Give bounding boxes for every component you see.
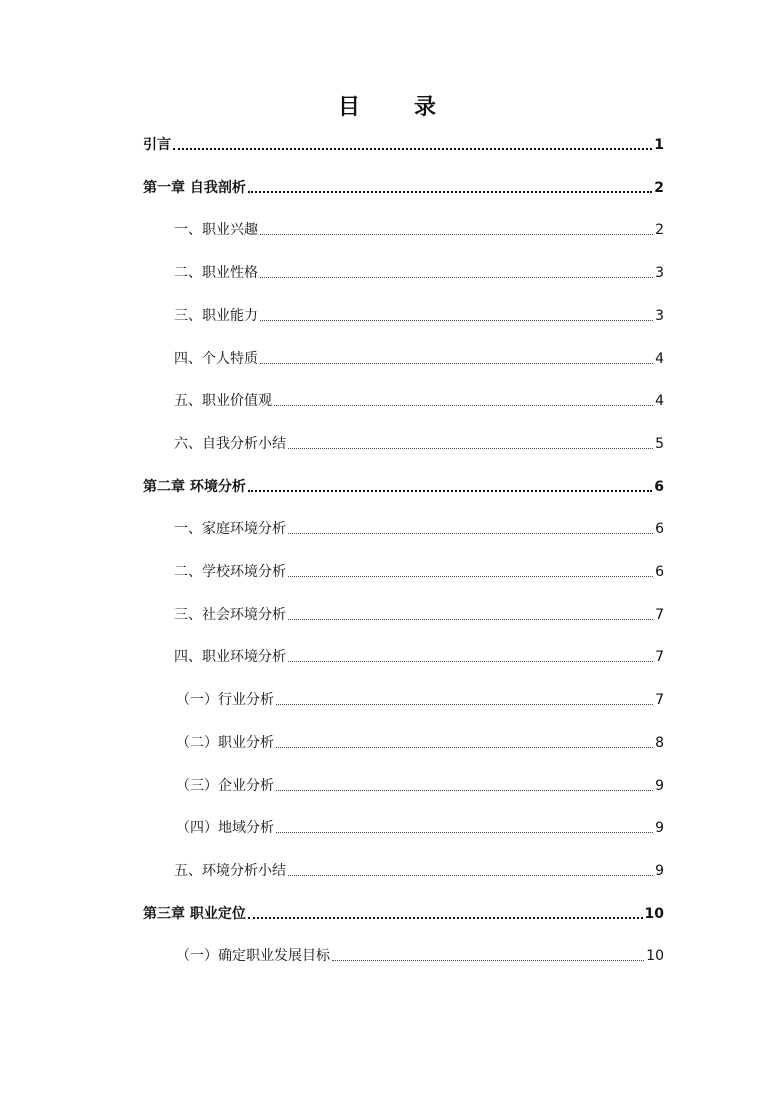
toc-entry-page-number: 7: [655, 649, 664, 666]
toc-entry[interactable]: [174, 642, 664, 666]
toc-entry[interactable]: [174, 301, 664, 325]
toc-entry[interactable]: [174, 600, 664, 624]
toc-entry-label: 六、自我分析小结: [174, 435, 286, 452]
dot-leader: [276, 704, 653, 705]
toc-entry-page-number: 3: [655, 265, 664, 282]
toc-entry-page-number: 10: [646, 948, 664, 965]
toc-entry-page-number: 7: [655, 692, 664, 709]
toc-entry[interactable]: [176, 728, 664, 752]
toc-entry[interactable]: [174, 258, 664, 282]
toc-entry-label: 五、职业价值观: [174, 393, 272, 410]
toc-entry-label: 五、环境分析小结: [174, 862, 286, 879]
dot-leader: [248, 490, 652, 492]
dot-leader: [173, 148, 652, 150]
toc-entry-page-number: 4: [655, 350, 664, 367]
toc-entry-label: 二、职业性格: [174, 265, 258, 282]
dot-leader: [260, 320, 653, 321]
toc-entry-page-number: 9: [655, 777, 664, 794]
toc-entry-page-number: 1: [654, 137, 664, 153]
toc-entry-label: 引言: [143, 137, 171, 153]
dot-leader: [288, 661, 653, 662]
toc-entry[interactable]: [174, 386, 664, 410]
dot-leader: [260, 363, 653, 364]
toc-entry-label: 四、个人特质: [174, 350, 258, 367]
toc-entry[interactable]: [176, 685, 664, 709]
dot-leader: [288, 533, 653, 534]
toc-entry[interactable]: [174, 856, 664, 880]
toc-entry-page-number: 8: [655, 734, 664, 751]
toc-title: 目 录: [337, 94, 452, 120]
dot-leader: [248, 191, 652, 193]
dot-leader: [276, 747, 653, 748]
dot-leader: [274, 405, 653, 406]
toc-entry-page-number: 6: [655, 564, 664, 580]
toc-entry[interactable]: [143, 899, 664, 923]
toc-entry[interactable]: [176, 813, 664, 837]
dot-leader: [288, 619, 653, 620]
toc-entry-label: （三）企业分析: [176, 777, 274, 794]
toc-entry[interactable]: [176, 941, 664, 965]
toc-entry-label: 第二章 环境分析: [143, 478, 246, 495]
toc-entry-label: 三、职业能力: [174, 307, 258, 324]
toc-entry-page-number: 6: [654, 478, 664, 495]
toc-entry-page-number: 3: [655, 307, 664, 324]
dot-leader: [276, 790, 653, 791]
toc-entry-page-number: 4: [655, 393, 664, 410]
dot-leader: [288, 448, 653, 449]
toc-entry-label: 一、家庭环境分析: [174, 521, 286, 538]
toc-entry[interactable]: [174, 514, 664, 538]
toc-entry[interactable]: [174, 557, 664, 581]
toc-entry-page-number: 7: [655, 606, 664, 623]
toc-entry-label: 第三章 职业定位: [143, 905, 246, 922]
dot-leader: [276, 832, 653, 833]
toc-entry-page-number: 10: [644, 905, 664, 922]
dot-leader: [260, 277, 653, 278]
toc-entry-label: （一）行业分析: [176, 692, 274, 709]
dot-leader: [260, 234, 653, 235]
dot-leader: [288, 875, 653, 876]
toc-entry[interactable]: [143, 130, 664, 154]
toc-entry-label: （二）职业分析: [176, 734, 274, 751]
toc-entry-label: 一、职业兴趣: [174, 222, 258, 239]
toc-entry-label: （一）确定职业发展目标: [176, 948, 330, 965]
toc-entry-label: 四、职业环境分析: [174, 649, 286, 666]
toc-entry[interactable]: [174, 344, 664, 368]
toc-entry-label: 二、学校环境分析: [174, 564, 286, 580]
toc-entry-label: 三、社会环境分析: [174, 606, 286, 623]
toc-entry-page-number: 2: [654, 179, 664, 196]
toc-entry-page-number: 5: [655, 435, 664, 452]
toc-entry-label: 第一章 自我剖析: [143, 179, 246, 196]
toc-entry[interactable]: [143, 472, 664, 496]
toc-entry[interactable]: [143, 173, 664, 197]
toc-entry-page-number: 6: [655, 521, 664, 538]
toc-entry-page-number: 9: [655, 820, 664, 837]
toc-entry[interactable]: [174, 215, 664, 239]
dot-leader: [332, 960, 644, 961]
toc-entry-label: （四）地域分析: [176, 820, 274, 837]
toc-entry-page-number: 2: [655, 222, 664, 239]
toc-entry-page-number: 9: [655, 862, 664, 879]
dot-leader: [288, 576, 653, 577]
dot-leader: [248, 917, 643, 919]
toc-entry[interactable]: [174, 429, 664, 453]
toc-entry[interactable]: [176, 771, 664, 795]
